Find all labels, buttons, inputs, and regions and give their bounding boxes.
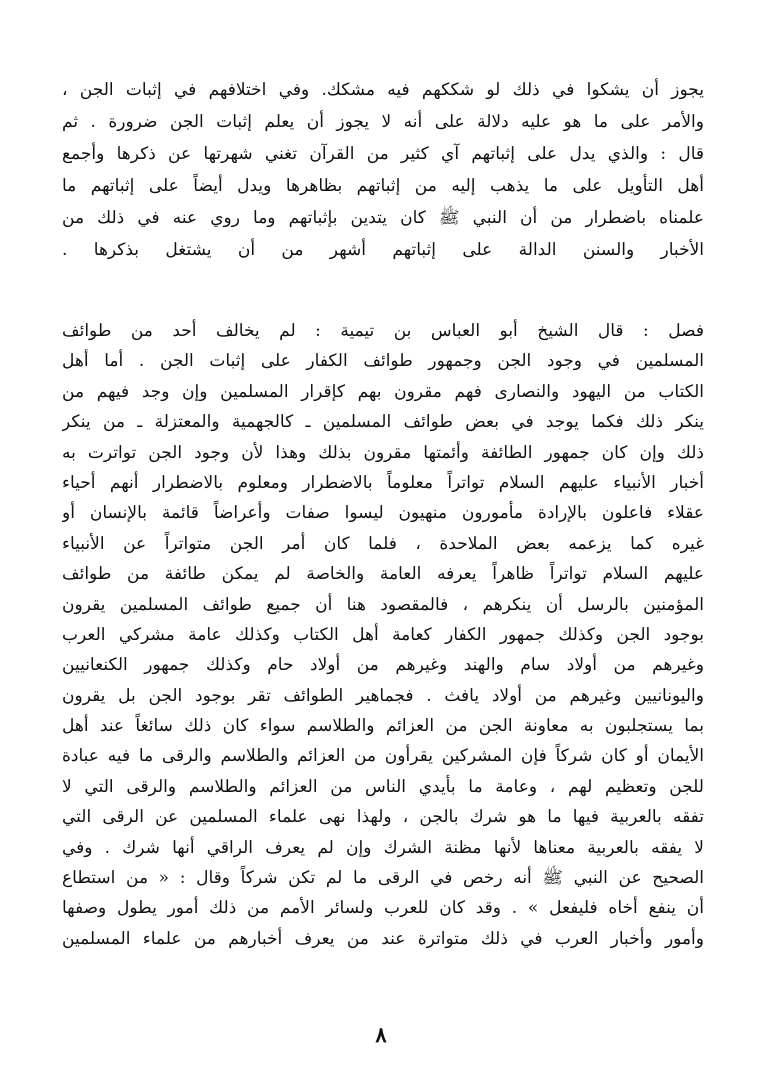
text-line: الكتاب من اليهود والنصارى فهم مقرون بهم كإقرار المسلمين وإن وجد فيهم من	[62, 381, 704, 402]
text-line: المسلمين في وجود الجن وجمهور طوائف الكفار على إثبات الجن . أما أهل	[62, 351, 704, 372]
text-line: أن ينفع أخاه فليفعل » . وقد كان للعرب ولسائر الأمم من ذلك أمور يطول وصفها	[62, 898, 704, 919]
text-line: ينكر ذلك فكما يوجد في بعض طوائف المسلمين ـ كالجهمية والمعتزلة ـ من ينكر	[62, 412, 704, 433]
text-line: وغيرهم من أولاد سام والهند وغيرهم من أولاد حام وكذلك جمهور الكنعانيين	[62, 655, 704, 676]
text-line: قال : والذي يدل على إثباتهم آي كثير من القرآن تغني شهرتها عن ذكرها وأجمع	[62, 144, 704, 164]
text-line: للجن وتعظيم لهم ، وعامة ما بأيدي الناس من العزائم والطلاسم والرقى التي لا	[62, 776, 704, 797]
text-line: الأيمان أو كان شركاً فإن المشركين يقرأون من العزائم والطلاسم والرقى ما فيه عبادة	[62, 746, 704, 767]
text-line: غيره كما يزعمه بعض الملاحدة ، فلما كان أمر الجن متواتراً عن الأنبياء	[62, 533, 704, 554]
text-line: فصل : قال الشيخ أبو العباس بن تيمية : لم يخالف أحد من طوائف	[62, 321, 704, 341]
text-line: واليونانيين وغيرهم من أولاد يافث . فجماهير الطوائف تقر بوجود الجن بل يقرون	[62, 685, 704, 706]
text-line: بوجود الجن وكذلك جمهور الكفار كعامة أهل الكتاب وكذلك عامة مشركي العرب	[62, 624, 704, 645]
paragraph-1	[62, 74, 704, 266]
text-line: عليهم السلام تواتراً ظاهراً يعرفه العامة والخاصة لم يمكن طائفة من طوائف	[62, 564, 704, 585]
paragraph-2	[62, 316, 704, 954]
text-line: الصحيح عن النبي ﷺ أنه رخص في الرقى ما لم تكن شركاً وقال : « من استطاع	[62, 868, 704, 889]
text-line: وأمور وأخبار العرب في ذلك متواترة عند من يعرف أخبارهم من علماء المسلمين	[62, 928, 704, 949]
text-line: عقلاء فاعلون بالإرادة مأمورون منهيون ليسوا صفات وأعراضاً قائمة بالإنسان أو	[62, 503, 704, 524]
text-line: المؤمنين بالرسل أن ينكرهم ، فالمقصود هنا أن جميع طوائف المسلمين يقرون	[62, 594, 704, 615]
text-line: بما يستجلبون به معاونة الجن من العزائم والطلاسم سواء كان ذلك سائغاً عند أهل	[62, 716, 704, 737]
text-line: أهل التأويل على ما يذهب إليه من إثباتهم بظاهرها ويدل أيضاً على إثباتهم ما	[62, 176, 704, 196]
text-line: لا يفقه بالعربية معناها لأنها مظنة الشرك وإن لم يعرف الراقي أنها شرك . وفي	[62, 837, 704, 858]
text-line: أخبار الأنبياء عليهم السلام تواتراً معلوماً بالاضطرار ومعلوم بالاضطرار أنهم أحياء	[62, 472, 704, 493]
text-line: تفقه بالعربية فيها ما هو شرك بالجن ، ولهذا نهى علماء المسلمين عن الرقى التي	[62, 807, 704, 828]
text-line: والأمر على ما هو عليه دلالة على أنه لا يجوز أن يعلم إثبات الجن ضرورة . ثم	[62, 112, 704, 132]
text-line: الأخبار والسنن الدالة على إثباتهم أشهر من أن يشتغل بذكرها .	[62, 240, 704, 260]
text-line: ذلك وإن كان جمهور الطائفة وأئمتها مقرون بذلك وهذا لأن وجود الجن تواترت به	[62, 442, 704, 463]
text-line: يجوز أن يشكوا في ذلك لو شككهم فيه مشكك. وفي اختلافهم في إثبات الجن ،	[62, 80, 704, 100]
text-line: علمناه باضطرار من أن النبي ﷺ كان يتدين بإثباتهم وما روي عنه في ذلك من	[62, 208, 704, 228]
page-number: ٨	[375, 1022, 387, 1047]
